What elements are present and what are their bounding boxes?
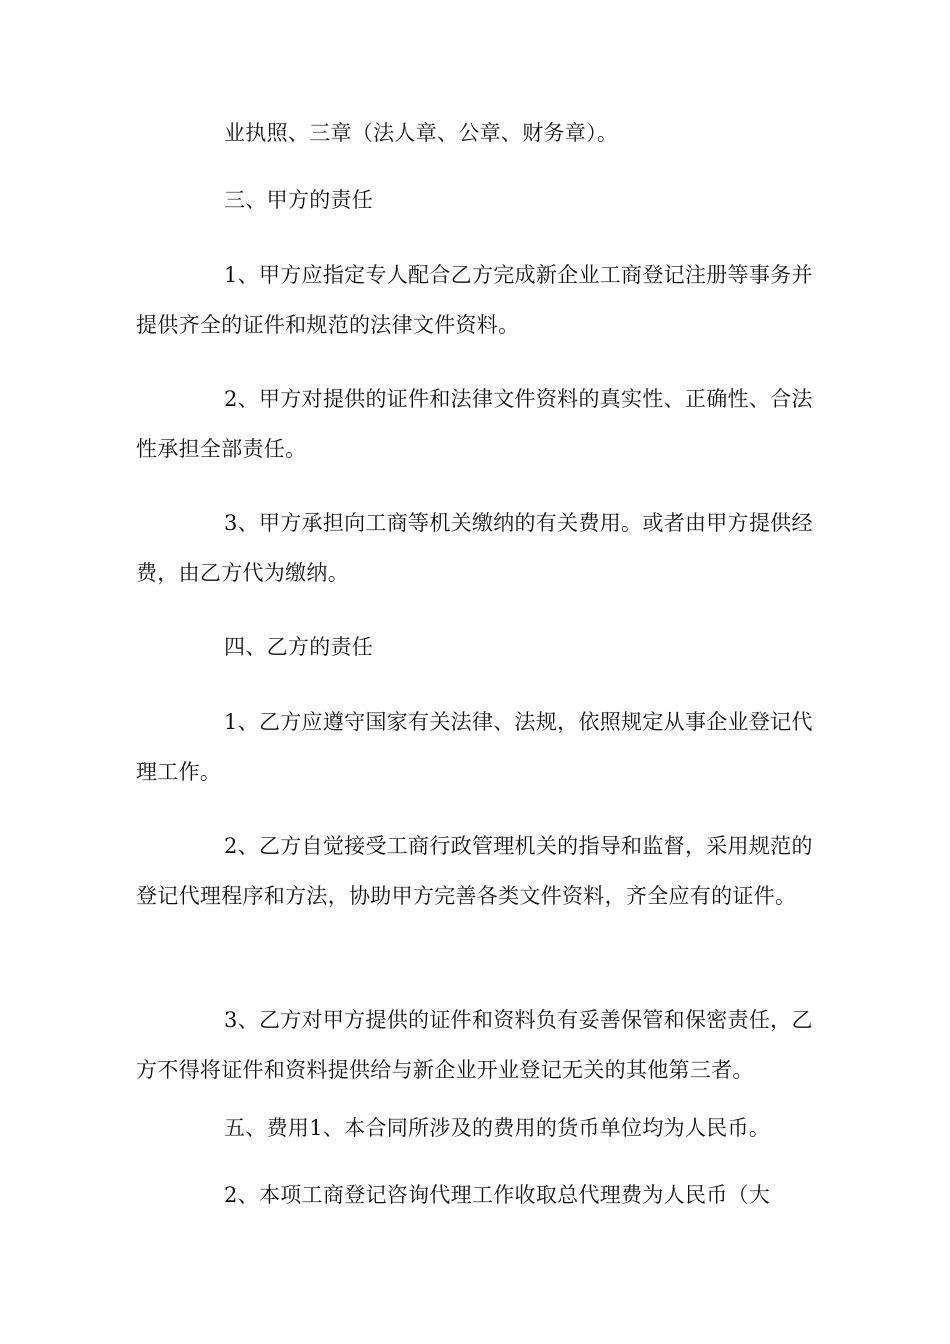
paragraph-fees-heading: 五、费用1、本合同所涉及的费用的货币单位均为人民币。 [224, 1116, 771, 1140]
paragraph-party-b-item-2: 2、乙方自觉接受工商行政管理机关的指导和监督，采用规范的登记代理程序和方法，协助甲方完善各类文件资料，齐全应有的证件。 [136, 834, 813, 908]
paragraph-fees-item-2: 2、本项工商登记咨询代理工作收取总代理费为人民币（大 [224, 1183, 771, 1207]
paragraph-business-license: 业执照、三章（法人章、公章、财务章）。 [224, 121, 619, 145]
section-heading-party-b-responsibility: 四、乙方的责任 [224, 635, 374, 659]
paragraph-party-a-item-2: 2、甲方对提供的证件和法律文件资料的真实性、正确性、合法性承担全部责任。 [136, 387, 813, 461]
paragraph-party-a-item-3: 3、甲方承担向工商等机关缴纳的有关费用。或者由甲方提供经费，由乙方代为缴纳。 [136, 511, 813, 585]
section-heading-party-a-responsibility: 三、甲方的责任 [224, 188, 374, 212]
paragraph-party-b-item-1: 1、乙方应遵守国家有关法律、法规，依照规定从事企业登记代理工作。 [136, 710, 813, 784]
paragraph-party-b-item-3: 3、乙方对甲方提供的证件和资料负有妥善保管和保密责任，乙方不得将证件和资料提供给与新企业开业登记无关的其他第三者。 [136, 1008, 813, 1082]
paragraph-party-a-item-1: 1、甲方应指定专人配合乙方完成新企业工商登记注册等事务并提供齐全的证件和规范的法律文件资料。 [136, 263, 813, 337]
